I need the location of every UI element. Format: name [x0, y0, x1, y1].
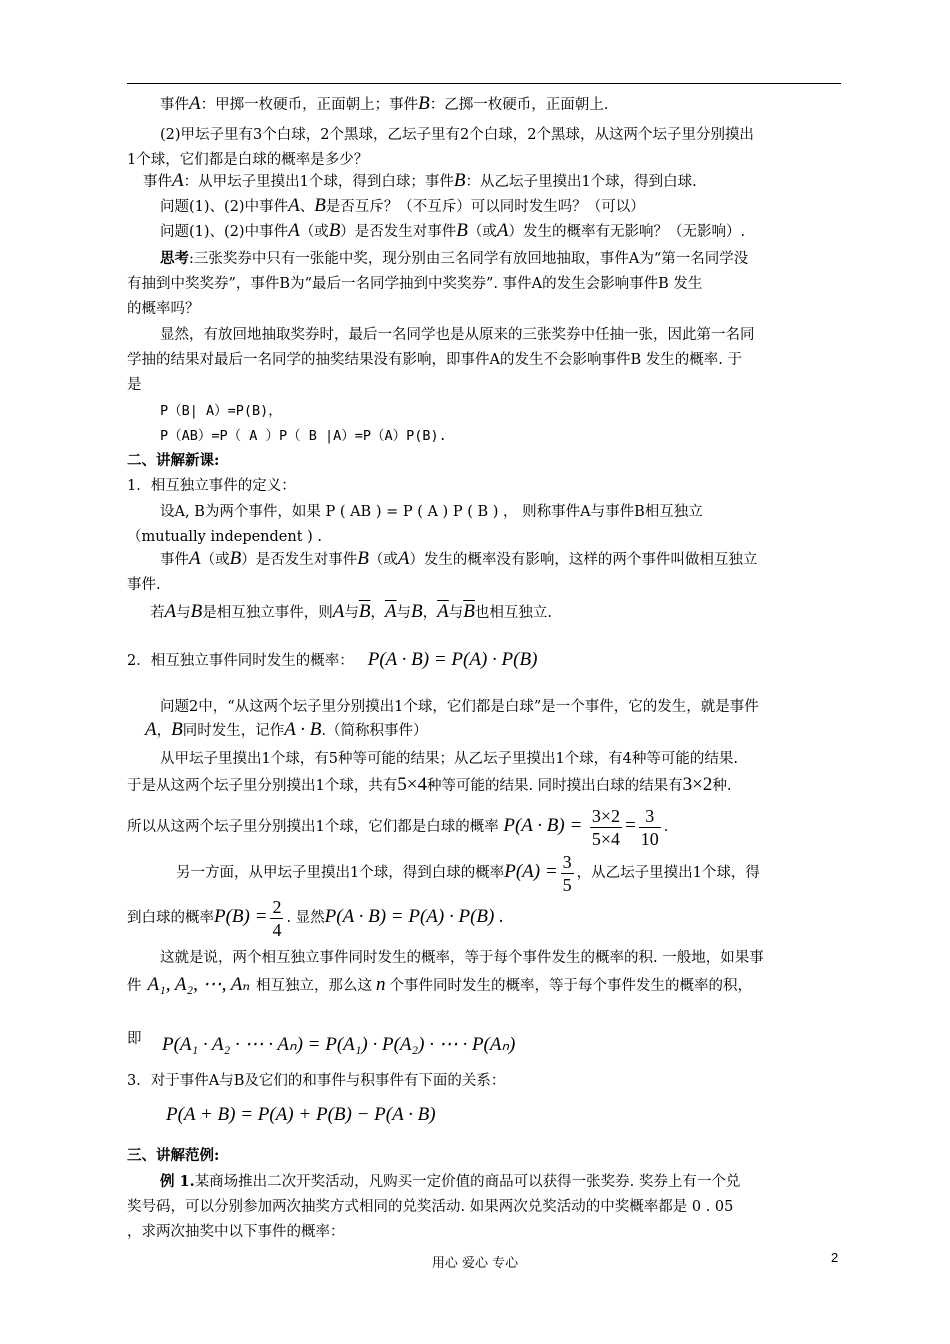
- text: 与: [396, 605, 412, 621]
- text: 种等可能的结果. 同时摸出白球的结果有: [426, 778, 683, 794]
- text: 件: [127, 978, 142, 994]
- math-symbol: B: [171, 719, 183, 740]
- math-symbol-complement: $\overline{B}$: [463, 601, 475, 622]
- text: .（简称积事件）: [321, 723, 428, 739]
- text: 、: [299, 199, 315, 215]
- math-symbol: n: [376, 974, 386, 995]
- text: 同时发生，记作: [182, 723, 285, 739]
- section-heading: 二、讲解新课:: [127, 452, 220, 469]
- fraction-numerator: 3: [639, 805, 661, 828]
- text-line: [127, 650, 841, 671]
- text: （或: [467, 224, 497, 240]
- math-expression: P(A · B) = P(A) · P(B) .: [324, 906, 504, 927]
- math-symbol: A: [496, 220, 509, 241]
- text: ，: [156, 723, 172, 739]
- fraction-denominator: 10: [640, 828, 659, 849]
- text: 是否互斥？（不互斥）可以同时发生吗？（可以）: [325, 199, 645, 215]
- text-line: 3．对于事件A与B及它们的和事件与积事件有下面的关系：: [127, 1073, 506, 1089]
- text-line: [160, 1172, 874, 1192]
- text-line: 是: [127, 377, 142, 393]
- text-line: [127, 775, 841, 796]
- text: ）发生的概率没有影响，这样的两个事件叫做相互独立: [409, 552, 758, 568]
- text: 另一方面，从甲坛子里摸出1个球，得到白球的概率: [176, 865, 505, 881]
- text: 问题(1)、(2)中事件: [160, 199, 289, 215]
- text: 与: [344, 605, 359, 621]
- math-symbol: B: [456, 220, 468, 241]
- text: :三张奖券中只有一张能中奖，现分别由三名同学有放回地抽取，事件A为“第一名同学没: [189, 251, 749, 267]
- example-label: 例 1.: [160, 1173, 195, 1190]
- text: ：从甲坛子里摸出1个球，得到白球；事件: [183, 174, 454, 190]
- text: 所以从这两个坛子里分别摸出1个球，它们都是白球的概率: [127, 819, 499, 835]
- math-expression: P(A) =: [504, 861, 558, 882]
- text: 事件: [160, 552, 189, 568]
- math-expression: P(A · B) =: [503, 815, 583, 836]
- fraction: [639, 805, 661, 850]
- math-symbol: B: [190, 601, 203, 622]
- text: 与: [176, 605, 191, 621]
- text-line: 这就是说，两个相互独立事件同时发生的概率，等于每个事件发生的概率的积. 一般地，如果事: [160, 950, 764, 966]
- math-symbol: B: [328, 220, 341, 241]
- math-symbol: A: [164, 601, 177, 622]
- text: ，: [422, 605, 438, 621]
- math-symbol: A: [332, 601, 345, 622]
- math-symbol: A: [172, 170, 184, 191]
- text-line: 奖号码，可以分别参加两次抽奖方式相同的兑奖活动. 如果两次兑奖活动的中奖概率都是 0 . 05: [127, 1199, 734, 1215]
- text-line: (2)甲坛子里有3个白球，2个黑球，乙坛子里有2个白球，2个黑球，从这两个坛子里分别摸出: [160, 127, 754, 143]
- fraction-denominator: 5×4: [591, 828, 621, 849]
- text-line: [143, 171, 857, 192]
- math-symbol-complement: $\overline{A}$: [384, 601, 397, 622]
- text-line: [160, 196, 874, 217]
- think-label: 思考: [160, 250, 189, 267]
- math-expression: A · B: [284, 719, 322, 740]
- fraction: [590, 805, 622, 850]
- math-expression: P(B) =: [214, 906, 268, 927]
- text-line: [150, 602, 864, 623]
- text: 相互独立，那么这: [256, 978, 373, 994]
- fraction-numerator: 3×2: [591, 805, 621, 826]
- text: ：甲掷一枚硬币，正面朝上；事件: [200, 97, 419, 113]
- fraction-numerator: 3: [562, 851, 572, 872]
- text: ，: [370, 605, 385, 621]
- text: 2．相互独立事件同时发生的概率：: [127, 653, 354, 669]
- math-symbol: B: [418, 93, 430, 114]
- text: 个事件同时发生的概率，等于每个事件发生的概率的积，: [389, 978, 753, 994]
- text-line: 事件.: [127, 577, 161, 593]
- text: 于是从这两个坛子里分别摸出1个球，共有: [127, 778, 398, 794]
- math-expression: 3×2: [682, 774, 713, 795]
- text-line: 学抽的结果对最后一名同学的抽奖结果没有影响，即事件A的发生不会影响事件B 发生的概率. 于: [127, 352, 742, 368]
- text: 问题(1)、(2)中事件: [160, 224, 289, 240]
- text-line: 显然，有放回地抽取奖券时，最后一名同学也是从原来的三张奖券中任抽一张，因此第一名同: [160, 327, 755, 343]
- text-line: 设A, B为两个事件，如果 P ( AB ) = P ( A ) P ( B ) ， 则称事件A与事件B相互独立: [160, 504, 703, 520]
- text: 某商场推出二次开奖活动，凡购买一定价值的商品可以获得一张奖券. 奖券上有一个兑: [194, 1174, 741, 1190]
- text: 是相互独立事件，则: [202, 605, 333, 621]
- text: （或: [299, 224, 329, 240]
- math-symbol: B: [453, 170, 466, 191]
- math-symbol: A: [189, 93, 201, 114]
- text-line: 的概率吗？: [127, 301, 200, 317]
- text: 事件: [160, 97, 189, 113]
- math-symbol: A: [397, 548, 410, 569]
- text-line: 有抽到中奖奖券”，事件B为“最后一名同学抽到中奖奖券”. 事件A的发生会影响事件B 发生: [127, 276, 703, 292]
- math-symbol-complement: $\overline{A}$: [437, 601, 449, 622]
- math-symbol: B: [229, 548, 242, 569]
- text-line: ，求两次抽奖中以下事件的概率：: [127, 1224, 345, 1240]
- math-symbol: B: [357, 548, 369, 569]
- text: ）发生的概率有无影响？（无影响）.: [508, 224, 746, 240]
- page-number: 2: [831, 1250, 839, 1265]
- header-rule: [127, 83, 841, 84]
- math-symbol: A: [189, 548, 201, 569]
- text: （或: [200, 552, 230, 568]
- math-expression: 5×4: [397, 774, 427, 795]
- text-line: [160, 221, 874, 242]
- text: 到白球的概率: [127, 910, 214, 926]
- math-symbol-complement: $\overline{B}$: [358, 601, 371, 622]
- math-symbol: A: [288, 195, 300, 216]
- text-line: [160, 549, 874, 570]
- text: ）是否发生对事件: [241, 552, 358, 568]
- text-line: （mutually independent ) .: [127, 529, 323, 545]
- text: ）是否发生对事件: [340, 224, 457, 240]
- fraction: [561, 851, 574, 896]
- text-line: [127, 975, 841, 996]
- fraction: [270, 896, 283, 941]
- text: （或: [368, 552, 398, 568]
- text-line: [160, 249, 874, 269]
- fraction-numerator: 2: [272, 896, 282, 917]
- text-line: [145, 720, 859, 741]
- text-line: 1个球，它们都是白球的概率是多少？: [127, 152, 369, 168]
- text-line: 所以从这两个坛子里分别摸出1个球，它们都是白球的概率 P(A · B) = $\frac{3\times 2}{5\times 4}$ = $\frac{3}{10}$ .: [127, 805, 669, 849]
- text-line: 1．相互独立事件的定义：: [127, 478, 296, 494]
- fraction-denominator: 4: [272, 919, 282, 940]
- text-line: P（AB）=P（ A ）P（ B |A）=P（A）P(B).: [160, 428, 447, 444]
- text: 即: [127, 1031, 142, 1047]
- text: 也相互独立.: [474, 605, 552, 621]
- text: ：从乙坛子里摸出1个球，得到白球.: [465, 174, 697, 190]
- text-line: 问题2中，“从这两个坛子里分别摸出1个球，它们都是白球”是一个事件，它的发生，就是事件: [160, 699, 759, 715]
- section-heading: 三、讲解范例:: [127, 1147, 220, 1164]
- text-line: [127, 895, 841, 941]
- text: ，从乙坛子里摸出1个球，得: [576, 865, 760, 881]
- text: 若: [150, 605, 165, 621]
- text-line: [160, 94, 874, 115]
- text: ：乙掷一枚硬币，正面朝上.: [429, 97, 609, 113]
- text: 与: [448, 605, 464, 621]
- math-symbol: B: [314, 195, 326, 216]
- text: . 显然: [286, 910, 325, 926]
- text: 事件: [143, 174, 172, 190]
- math-expression: A₁, A₂, ⋯, Aₙ: [147, 974, 251, 995]
- formula-n-events: P(A₁ · A₂ · ⋯ · Aₙ) = P(A₁) · P(A₂) · ⋯ · P(Aₙ): [162, 1034, 516, 1055]
- text-line: P（B| A）=P(B)，: [160, 403, 282, 419]
- text: 种.: [712, 778, 732, 794]
- footer-text: 用心 爱心 专心: [431, 1256, 519, 1271]
- math-symbol: A: [288, 220, 300, 241]
- text-line: 从甲坛子里摸出1个球，有5种等可能的结果；从乙坛子里摸出1个球，有4种等可能的结果.: [160, 751, 739, 767]
- fraction-denominator: 5: [562, 874, 572, 895]
- math-symbol: B: [411, 601, 423, 622]
- math-symbol: A: [145, 719, 157, 740]
- text-line: [176, 850, 890, 896]
- formula-sum-events: P(A + B) = P(A) + P(B) − P(A · B): [166, 1104, 436, 1125]
- formula-independent-product: P(A · B) = P(A) · P(B): [367, 649, 538, 670]
